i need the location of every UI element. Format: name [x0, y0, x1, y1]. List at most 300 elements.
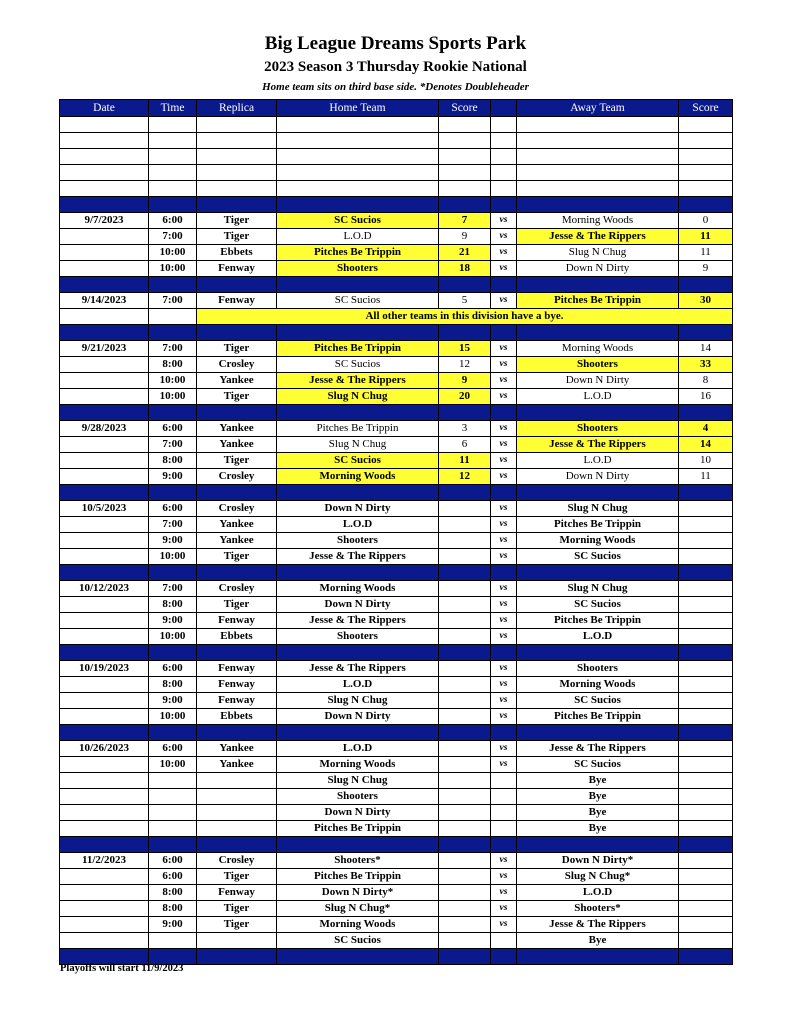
home-score: 3 — [439, 421, 491, 437]
home-team: Shooters — [277, 629, 439, 645]
blank-cell — [60, 165, 149, 181]
game-date — [60, 821, 149, 837]
blank-cell — [277, 133, 439, 149]
blank-cell — [491, 133, 517, 149]
home-team: Shooters* — [277, 853, 439, 869]
game-field: Tiger — [197, 453, 277, 469]
separator-cell — [439, 197, 491, 213]
home-team: Pitches Be Trippin — [277, 341, 439, 357]
separator-cell — [197, 277, 277, 293]
game-date — [60, 437, 149, 453]
vs-label — [491, 789, 517, 805]
game-field: Yankee — [197, 421, 277, 437]
separator-cell — [149, 405, 197, 421]
home-score — [439, 581, 491, 597]
game-row — [60, 773, 733, 789]
separator-cell — [277, 725, 439, 741]
week-separator — [60, 197, 733, 213]
away-score — [679, 709, 733, 725]
game-date — [60, 229, 149, 245]
separator-cell — [439, 565, 491, 581]
col-date: Date — [60, 100, 149, 117]
game-field: Crosley — [197, 357, 277, 373]
home-team: Slug N Chug* — [277, 901, 439, 917]
blank-cell — [277, 181, 439, 197]
col-home-team: Home Team — [277, 100, 439, 117]
away-score: 11 — [679, 245, 733, 261]
game-date: 9/21/2023 — [60, 341, 149, 357]
game-field: Yankee — [197, 533, 277, 549]
blank-cell — [517, 181, 679, 197]
game-row — [60, 261, 733, 277]
separator-cell — [679, 405, 733, 421]
home-score — [439, 549, 491, 565]
away-score — [679, 741, 733, 757]
blank-cell — [491, 117, 517, 133]
game-time: 10:00 — [149, 373, 197, 389]
separator-cell — [277, 405, 439, 421]
home-score: 9 — [439, 229, 491, 245]
home-score — [439, 517, 491, 533]
vs-label: vs — [491, 421, 517, 437]
blank-cell — [439, 149, 491, 165]
separator-cell — [439, 645, 491, 661]
game-time: 8:00 — [149, 597, 197, 613]
game-field: Fenway — [197, 661, 277, 677]
separator-cell — [679, 485, 733, 501]
home-score: 5 — [439, 293, 491, 309]
game-field: Crosley — [197, 581, 277, 597]
game-date — [60, 773, 149, 789]
blank-cell — [149, 181, 197, 197]
game-row — [60, 437, 733, 453]
game-date: 10/19/2023 — [60, 661, 149, 677]
away-score: 30 — [679, 293, 733, 309]
separator-cell — [277, 197, 439, 213]
vs-label: vs — [491, 533, 517, 549]
separator-cell — [517, 725, 679, 741]
vs-label: vs — [491, 517, 517, 533]
separator-cell — [491, 405, 517, 421]
game-date — [60, 469, 149, 485]
separator-cell — [197, 197, 277, 213]
away-score — [679, 677, 733, 693]
home-team: Shooters — [277, 789, 439, 805]
separator-cell — [197, 405, 277, 421]
away-score: 10 — [679, 453, 733, 469]
home-score — [439, 597, 491, 613]
game-date — [60, 245, 149, 261]
home-team: L.O.D — [277, 677, 439, 693]
separator-cell — [197, 485, 277, 501]
game-time: 9:00 — [149, 693, 197, 709]
separator-cell — [277, 837, 439, 853]
game-time: 7:00 — [149, 517, 197, 533]
home-score — [439, 885, 491, 901]
game-time: 10:00 — [149, 629, 197, 645]
game-row — [60, 293, 733, 309]
vs-label: vs — [491, 581, 517, 597]
game-field: Ebbets — [197, 709, 277, 725]
vs-label — [491, 933, 517, 949]
game-field: Fenway — [197, 261, 277, 277]
game-date — [60, 261, 149, 277]
game-date — [60, 757, 149, 773]
game-field: Tiger — [197, 389, 277, 405]
col-away-score: Score — [679, 100, 733, 117]
home-team: SC Sucios — [277, 293, 439, 309]
away-team: Pitches Be Trippin — [517, 517, 679, 533]
blank-cell — [491, 149, 517, 165]
home-team: Down N Dirty — [277, 501, 439, 517]
separator-cell — [679, 565, 733, 581]
away-score — [679, 869, 733, 885]
home-team: Slug N Chug — [277, 437, 439, 453]
game-time: 7:00 — [149, 581, 197, 597]
separator-cell — [277, 325, 439, 341]
separator-cell — [149, 725, 197, 741]
away-team: Down N Dirty* — [517, 853, 679, 869]
game-field: Tiger — [197, 341, 277, 357]
away-team: Jesse & The Rippers — [517, 741, 679, 757]
home-score — [439, 709, 491, 725]
home-score — [439, 677, 491, 693]
home-score — [439, 821, 491, 837]
game-time: 6:00 — [149, 741, 197, 757]
page-title: Big League Dreams Sports Park — [264, 33, 527, 54]
away-score — [679, 629, 733, 645]
game-field: Fenway — [197, 693, 277, 709]
home-score: 9 — [439, 373, 491, 389]
away-team: Shooters — [517, 661, 679, 677]
blank-cell — [439, 117, 491, 133]
separator-cell — [439, 725, 491, 741]
game-row — [60, 613, 733, 629]
footer-note: Playoffs will start 11/9/2023 — [60, 963, 184, 974]
separator-cell — [679, 197, 733, 213]
home-score: 20 — [439, 389, 491, 405]
page-subtitle: 2023 Season 3 Thursday Rookie National — [264, 59, 527, 75]
home-score — [439, 933, 491, 949]
game-time: 9:00 — [149, 613, 197, 629]
vs-label: vs — [491, 597, 517, 613]
game-date — [60, 933, 149, 949]
game-field: Tiger — [197, 213, 277, 229]
game-time: 8:00 — [149, 357, 197, 373]
game-row — [60, 917, 733, 933]
away-team: Bye — [517, 933, 679, 949]
vs-label: vs — [491, 917, 517, 933]
vs-label: vs — [491, 501, 517, 517]
separator-cell — [491, 565, 517, 581]
away-team: Slug N Chug* — [517, 869, 679, 885]
away-team: SC Sucios — [517, 549, 679, 565]
away-team: Jesse & The Rippers — [517, 229, 679, 245]
home-score — [439, 869, 491, 885]
home-team: Down N Dirty — [277, 805, 439, 821]
game-field — [197, 789, 277, 805]
blank-cell — [277, 165, 439, 181]
vs-label: vs — [491, 437, 517, 453]
game-field: Crosley — [197, 469, 277, 485]
separator-cell — [439, 325, 491, 341]
home-team: Pitches Be Trippin — [277, 245, 439, 261]
separator-cell — [60, 485, 149, 501]
away-team: Bye — [517, 821, 679, 837]
home-score: 21 — [439, 245, 491, 261]
game-field: Crosley — [197, 501, 277, 517]
blank-cell — [60, 181, 149, 197]
game-date: 10/12/2023 — [60, 581, 149, 597]
game-row — [60, 213, 733, 229]
separator-cell — [439, 837, 491, 853]
home-score — [439, 693, 491, 709]
blank-cell — [491, 181, 517, 197]
home-team: L.O.D — [277, 229, 439, 245]
home-team: Slug N Chug — [277, 389, 439, 405]
away-score: 14 — [679, 341, 733, 357]
game-date — [60, 789, 149, 805]
away-team: Morning Woods — [517, 341, 679, 357]
home-score — [439, 853, 491, 869]
game-row — [60, 453, 733, 469]
game-field: Ebbets — [197, 629, 277, 645]
separator-cell — [149, 197, 197, 213]
vs-label: vs — [491, 213, 517, 229]
game-field: Tiger — [197, 901, 277, 917]
vs-label: vs — [491, 549, 517, 565]
vs-label: vs — [491, 389, 517, 405]
game-row — [60, 245, 733, 261]
game-row — [60, 789, 733, 805]
away-score: 4 — [679, 421, 733, 437]
away-score — [679, 853, 733, 869]
game-row — [60, 549, 733, 565]
away-team: Down N Dirty — [517, 373, 679, 389]
game-field: Fenway — [197, 677, 277, 693]
away-team: Pitches Be Trippin — [517, 613, 679, 629]
separator-cell — [679, 725, 733, 741]
blank-cell — [439, 165, 491, 181]
game-row — [60, 885, 733, 901]
game-date — [60, 357, 149, 373]
home-team: Slug N Chug — [277, 773, 439, 789]
game-time: 8:00 — [149, 677, 197, 693]
home-team: SC Sucios — [277, 357, 439, 373]
blank-cell — [60, 133, 149, 149]
separator-cell — [60, 277, 149, 293]
separator-cell — [679, 645, 733, 661]
separator-cell — [491, 837, 517, 853]
blank-cell — [679, 133, 733, 149]
separator-cell — [439, 405, 491, 421]
week-separator — [60, 485, 733, 501]
game-field: Tiger — [197, 597, 277, 613]
separator-cell — [491, 325, 517, 341]
blank-cell — [679, 149, 733, 165]
game-row — [60, 517, 733, 533]
home-team: Pitches Be Trippin — [277, 421, 439, 437]
game-time: 6:00 — [149, 661, 197, 677]
away-score: 14 — [679, 437, 733, 453]
game-field: Yankee — [197, 517, 277, 533]
away-score — [679, 917, 733, 933]
game-time — [149, 773, 197, 789]
bye-note: All other teams in this division have a bye. — [197, 309, 733, 325]
vs-label: vs — [491, 901, 517, 917]
away-team: Morning Woods — [517, 677, 679, 693]
home-team: Shooters — [277, 533, 439, 549]
away-score — [679, 581, 733, 597]
away-team: Shooters* — [517, 901, 679, 917]
game-row — [60, 357, 733, 373]
blank-cell — [679, 165, 733, 181]
separator-cell — [439, 277, 491, 293]
separator-cell — [149, 325, 197, 341]
game-row — [60, 501, 733, 517]
away-score: 11 — [679, 229, 733, 245]
game-date: 9/7/2023 — [60, 213, 149, 229]
game-field: Yankee — [197, 741, 277, 757]
game-date — [60, 517, 149, 533]
separator-cell — [149, 565, 197, 581]
week-separator — [60, 277, 733, 293]
game-date — [60, 629, 149, 645]
separator-cell — [197, 565, 277, 581]
game-date — [60, 693, 149, 709]
game-date — [60, 677, 149, 693]
vs-label: vs — [491, 741, 517, 757]
separator-cell — [517, 485, 679, 501]
game-date — [60, 453, 149, 469]
week-separator — [60, 837, 733, 853]
away-score — [679, 885, 733, 901]
game-date: 9/14/2023 — [60, 293, 149, 309]
game-time: 6:00 — [149, 853, 197, 869]
home-score: 7 — [439, 213, 491, 229]
game-field: Yankee — [197, 373, 277, 389]
away-score — [679, 789, 733, 805]
blank-cell — [60, 149, 149, 165]
game-field — [197, 933, 277, 949]
game-time: 8:00 — [149, 901, 197, 917]
vs-label — [491, 773, 517, 789]
game-row — [60, 693, 733, 709]
game-field: Ebbets — [197, 245, 277, 261]
home-score: 15 — [439, 341, 491, 357]
separator-cell — [679, 277, 733, 293]
game-field — [197, 773, 277, 789]
schedule-table — [59, 99, 733, 965]
game-field — [197, 821, 277, 837]
away-score: 9 — [679, 261, 733, 277]
game-time: 9:00 — [149, 469, 197, 485]
away-score: 16 — [679, 389, 733, 405]
week-separator — [60, 645, 733, 661]
home-team: Jesse & The Rippers — [277, 549, 439, 565]
time-cell — [149, 309, 197, 325]
game-date: 9/28/2023 — [60, 421, 149, 437]
game-date — [60, 373, 149, 389]
blank-row — [60, 117, 733, 133]
away-score — [679, 821, 733, 837]
vs-label: vs — [491, 357, 517, 373]
blank-cell — [439, 133, 491, 149]
home-score — [439, 629, 491, 645]
home-team: L.O.D — [277, 741, 439, 757]
separator-cell — [517, 949, 679, 965]
separator-cell — [517, 565, 679, 581]
game-time: 7:00 — [149, 229, 197, 245]
game-row — [60, 533, 733, 549]
away-score — [679, 757, 733, 773]
away-team: Shooters — [517, 357, 679, 373]
home-score — [439, 741, 491, 757]
away-team: Slug N Chug — [517, 501, 679, 517]
game-date — [60, 533, 149, 549]
home-score — [439, 901, 491, 917]
game-time: 10:00 — [149, 549, 197, 565]
away-team: Slug N Chug — [517, 581, 679, 597]
separator-cell — [491, 485, 517, 501]
game-time: 6:00 — [149, 501, 197, 517]
header-row — [60, 100, 733, 117]
vs-label: vs — [491, 613, 517, 629]
game-field: Fenway — [197, 885, 277, 901]
game-time: 7:00 — [149, 341, 197, 357]
game-field: Tiger — [197, 549, 277, 565]
game-row — [60, 373, 733, 389]
home-team: SC Sucios — [277, 453, 439, 469]
separator-cell — [277, 485, 439, 501]
away-score — [679, 613, 733, 629]
home-score — [439, 533, 491, 549]
game-field: Crosley — [197, 853, 277, 869]
separator-cell — [491, 197, 517, 213]
game-field: Tiger — [197, 917, 277, 933]
game-time: 8:00 — [149, 453, 197, 469]
home-team: Down N Dirty* — [277, 885, 439, 901]
separator-cell — [517, 197, 679, 213]
game-field: Fenway — [197, 293, 277, 309]
game-date — [60, 597, 149, 613]
away-team: Morning Woods — [517, 213, 679, 229]
blank-cell — [149, 117, 197, 133]
game-date — [60, 885, 149, 901]
game-time: 10:00 — [149, 245, 197, 261]
game-row — [60, 661, 733, 677]
game-time: 10:00 — [149, 261, 197, 277]
separator-cell — [197, 949, 277, 965]
week-separator — [60, 725, 733, 741]
home-score: 18 — [439, 261, 491, 277]
separator-cell — [60, 405, 149, 421]
away-score: 0 — [679, 213, 733, 229]
separator-cell — [679, 837, 733, 853]
away-score — [679, 933, 733, 949]
game-date: 11/2/2023 — [60, 853, 149, 869]
game-time: 9:00 — [149, 917, 197, 933]
separator-cell — [60, 325, 149, 341]
game-field: Yankee — [197, 437, 277, 453]
away-score — [679, 549, 733, 565]
blank-cell — [60, 117, 149, 133]
vs-label: vs — [491, 245, 517, 261]
game-field: Tiger — [197, 229, 277, 245]
away-team: Bye — [517, 805, 679, 821]
vs-label: vs — [491, 661, 517, 677]
blank-cell — [491, 165, 517, 181]
